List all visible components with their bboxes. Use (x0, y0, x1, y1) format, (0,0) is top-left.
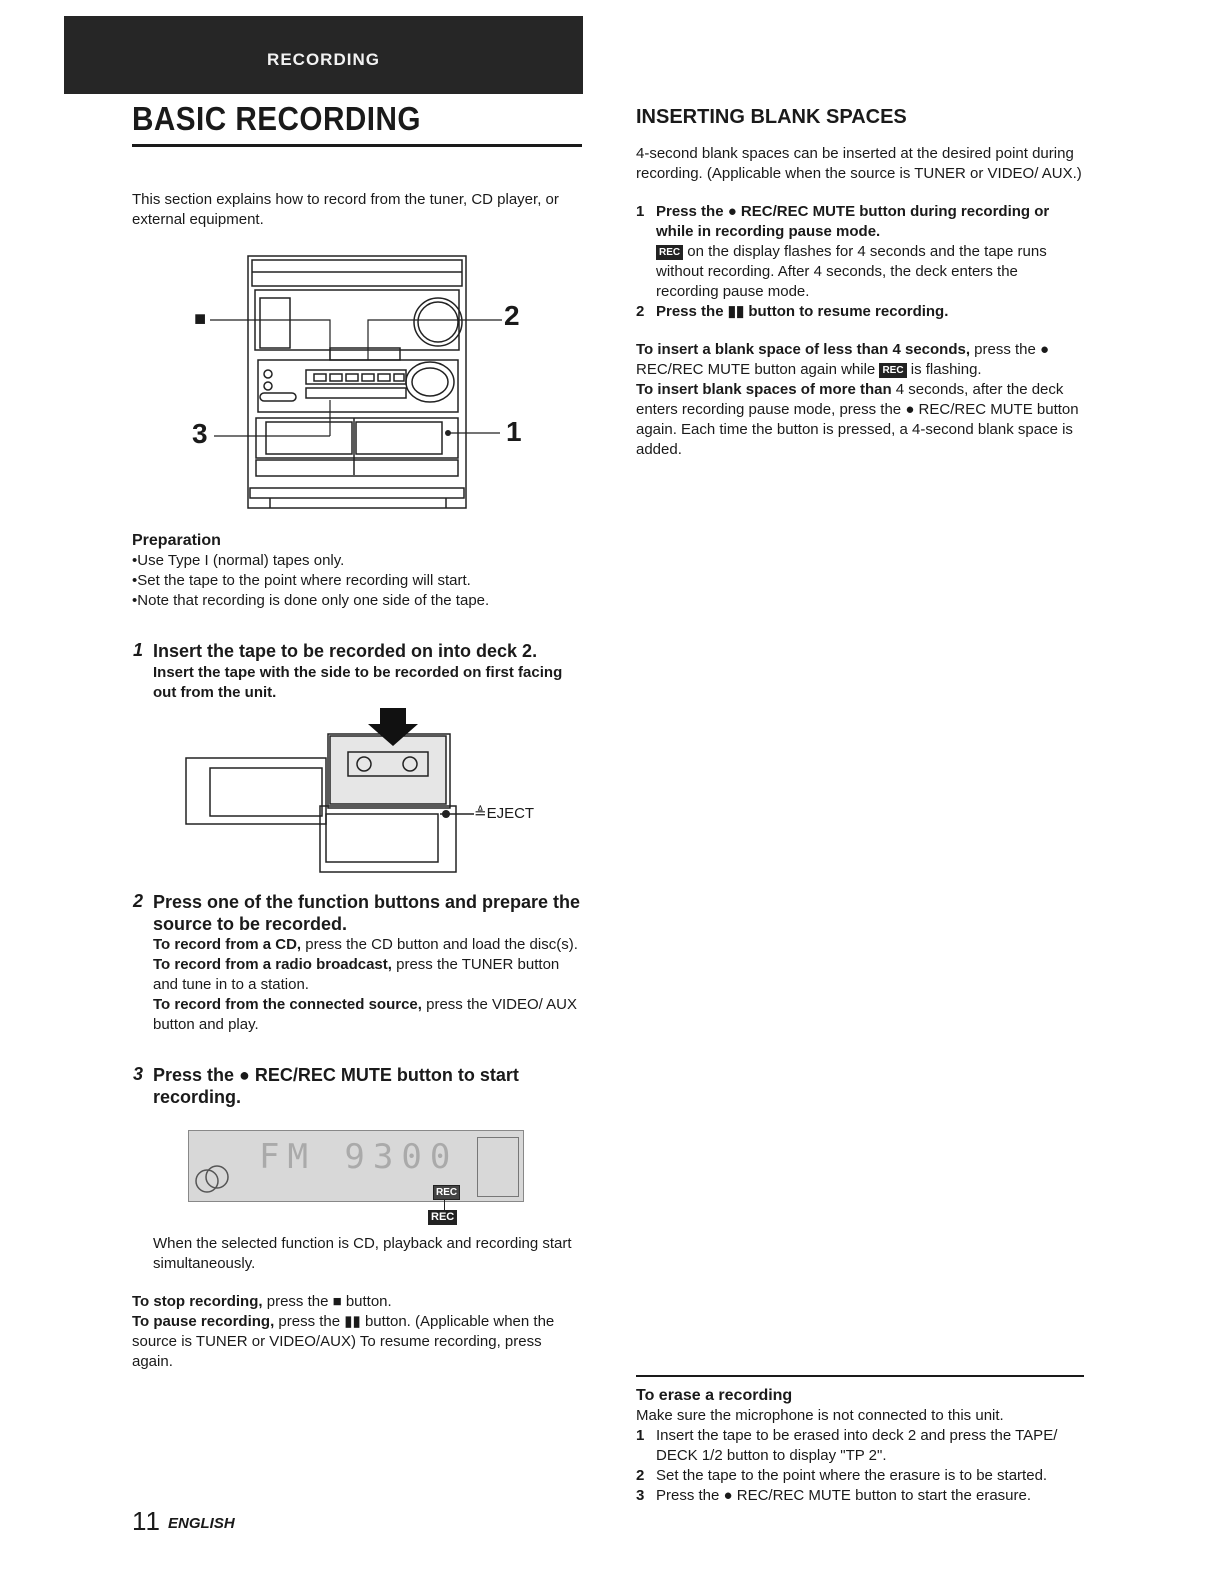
blank-step-1-title: Press the ● REC/REC MUTE button during recording or while in recording pause mode. (656, 203, 1050, 240)
step-3-number: 3 (133, 1064, 144, 1084)
right-section-title: INSERTING BLANK SPACES (636, 106, 907, 128)
intro-text: This section explains how to record from the tuner, CD player, or external equipment. (132, 191, 559, 228)
rec-indicator-badge: REC (879, 363, 906, 378)
step-2-cd-text: press the CD button and load the disc(s). (301, 936, 578, 953)
preparation-block (132, 531, 582, 611)
preparation-heading: Preparation (132, 532, 221, 549)
erase-step-text: Press the ● REC/REC MUTE button to start the erasure. (656, 1487, 1032, 1504)
blank-space-steps (636, 202, 1084, 322)
rec-indicator-badge: REC (656, 245, 683, 260)
eject-label: ≜EJECT (474, 805, 535, 822)
section-header-label: RECORDING (267, 50, 380, 69)
rec-callout-badge: REC (428, 1210, 457, 1225)
cassette-insertion-illustration (180, 706, 480, 876)
preparation-item: • Use Type I (normal) tapes only. (132, 551, 582, 571)
title-rule (132, 144, 582, 147)
tip-long-label: To insert blank spaces of more than (636, 381, 892, 398)
step-3-title-line2: recording. (153, 1087, 242, 1107)
pause-label: To pause recording, (132, 1313, 275, 1330)
tip-short-label: To insert a blank space of less than 4 seconds, (636, 341, 970, 358)
blank-space-tips (636, 340, 1084, 460)
step-2-body (153, 935, 581, 1035)
erase-step-text: Set the tape to the point where the erasure is to be started. (656, 1467, 1048, 1484)
preparation-item: • Set the tape to the point where recording will start. (132, 571, 582, 591)
tip-short-text: press the ● REC/REC MUTE button again while (636, 341, 1050, 378)
pause-text: press the ▮▮ button. (Applicable when the source is TUNER or VIDEO/AUX) To resume recording, press again. (132, 1313, 555, 1370)
page-title: BASIC RECORDING (132, 100, 421, 137)
disc-icon (193, 1163, 233, 1197)
blank-step-1-body (636, 242, 1084, 302)
callout-3: 3 (192, 418, 208, 449)
tip-short-end: is flashing. (906, 361, 982, 378)
display-meter (477, 1137, 519, 1197)
display-rec-indicator: REC (433, 1185, 460, 1200)
step-1-title: Insert the tape to be recorded on into deck 2. (153, 641, 538, 661)
right-intro: 4-second blank spaces can be inserted at the desired point during recording. (Applicable when the source is TUNER or VIDEO/ AUX.) (636, 145, 1082, 182)
stop-pause-block (132, 1292, 582, 1372)
preparation-item: • Note that recording is done only one side of the tape. (132, 591, 582, 611)
stop-label: To stop recording, (132, 1293, 263, 1310)
blank-step-2-title: Press the ▮▮ button to resume recording. (656, 303, 949, 320)
stereo-unit-illustration (180, 250, 540, 515)
step-1-number: 1 (133, 640, 144, 660)
erase-rule (636, 1375, 1084, 1377)
step-2-radio-label: To record from a radio broadcast, (153, 956, 392, 973)
erase-step-number: 2 (636, 1467, 645, 1484)
callout-1: 1 (506, 416, 522, 447)
stop-text: press the ■ button. (262, 1293, 392, 1310)
step-2-source-text: press the VIDEO/ AUX button and play. (153, 996, 578, 1033)
erase-heading: To erase a recording (636, 1387, 793, 1404)
step-2-radio-text: press the TUNER button and tune in to a station. (153, 956, 560, 993)
erase-block (636, 1386, 1084, 1506)
step-3-title-line1: Press the ● REC/REC MUTE button to start (153, 1065, 519, 1085)
erase-intro: Make sure the microphone is not connected to this unit. (636, 1407, 1004, 1424)
callout-2: 2 (504, 300, 520, 331)
step-1-subtitle: Insert the tape with the side to be recorded on first facing out from the unit. (153, 664, 563, 701)
page-number: 11 (132, 1506, 161, 1536)
step-2-number: 2 (133, 891, 144, 911)
blank-step-2-number: 2 (636, 303, 645, 320)
callout-stop: ■ (194, 308, 207, 330)
erase-step-number: 3 (636, 1487, 645, 1504)
step-2-title: Press one of the function buttons and prepare the source to be recorded. (153, 892, 581, 934)
display-segments: FM 9300 (259, 1137, 459, 1177)
footer-language: ENGLISH (168, 1515, 235, 1532)
blank-step-1-number: 1 (636, 203, 645, 220)
tip-long-text: 4 seconds, after the deck enters recording pause mode, press the ● REC/REC MUTE button again. Each time the button is pressed, a 4-second blank space is added. (636, 381, 1079, 458)
step-3-title (153, 1064, 583, 1108)
display-panel (188, 1130, 524, 1202)
step-2-cd-label: To record from a CD, (153, 936, 302, 953)
erase-step-text: Insert the tape to be erased into deck 2 and press the TAPE/ DECK 1/2 button to display "TP 2". (656, 1427, 1058, 1464)
blank-step-1-text: on the display flashes for 4 seconds and the tape runs without recording. After 4 seconds, the deck enters the recording pause mode. (656, 243, 1047, 300)
erase-step-number: 1 (636, 1427, 645, 1444)
step-2-source-label: To record from the connected source, (153, 996, 422, 1013)
rec-callout-line (444, 1200, 445, 1210)
cd-note: When the selected function is CD, playback and recording start simultaneously. (153, 1235, 572, 1272)
